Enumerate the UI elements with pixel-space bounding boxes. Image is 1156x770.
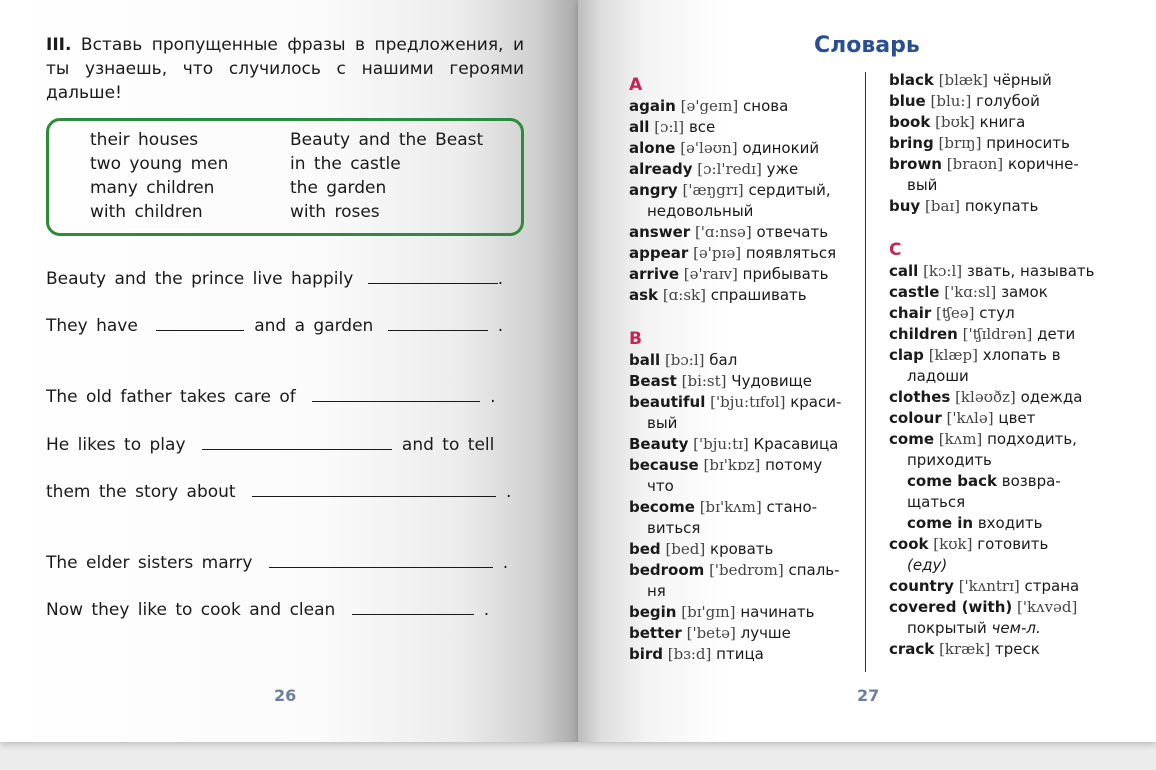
sentence-end: . [483,600,490,620]
entry-transcription: ['bju:tɪfʊl] [710,393,786,411]
dictionary-entry [629,350,889,371]
entry-continuation [889,175,1149,196]
blank-line [202,434,392,450]
entry-word: children [889,325,958,343]
sentence-text: Now they like to cook and clean [46,600,336,620]
entry-transcription: [kləʊðz] [955,388,1016,406]
entry-word: better [629,624,682,642]
task-text: Вставь пропущенные фразы в предложения, и ты узнаешь, что случилось с нашими героями дальше! [46,35,524,103]
sentence-end: . [497,269,504,289]
dictionary-entry [889,639,1149,660]
continuation-text: вый [647,414,678,432]
blank-line [252,481,496,497]
letter-heading: C [889,240,902,260]
dictionary-entry [629,560,889,581]
dictionary-entry [629,497,889,518]
continuation-text: щаться [907,493,966,511]
entry-list-b [629,350,889,665]
entry-translation: краси- [790,393,842,411]
entry-word: brown [889,155,942,173]
entry-continuation [629,476,889,497]
entry-translation: приносить [986,134,1070,152]
sentence-text: Beauty and the prince live happily [46,269,354,289]
subentry-word: come back [907,472,997,490]
entry-transcription: ['kʌntrɪ] [958,577,1020,595]
entry-transcription: [kɔ:l] [923,262,963,280]
entry-list-b-continued [889,70,1149,217]
dictionary-entry [629,159,889,180]
entry-translation: треск [995,640,1040,658]
dictionary-entry [629,222,889,243]
sentence-text: and a garden [254,316,374,336]
entry-transcription: [brɪŋ] [938,134,982,152]
sentence-text: The elder sisters marry [46,553,253,573]
dictionary-entry [889,154,1149,175]
entry-word: Beauty [629,435,689,453]
entry-transcription: ['kʌvəd] [1017,598,1078,616]
dictionary-entry [629,434,889,455]
dictionary-entry [629,180,889,201]
entry-transcription: [ə'geɪn] [680,97,739,115]
entry-word: bird [629,645,664,663]
dictionary-entry [889,534,1149,555]
entry-continuation [889,492,1149,513]
sentence [46,599,524,621]
sentence [46,434,524,456]
continuation-note: чем-л. [991,619,1041,637]
entry-translation: сердитый, [748,181,831,199]
dictionary-entry [889,196,1149,217]
dictionary-title: Словарь [814,33,920,58]
sentence-text: them the story about [46,482,236,502]
entry-translation: одинокий [742,139,820,157]
entry-translation: спрашивать [710,286,807,304]
entry-word: alone [629,139,676,157]
continuation-text: ня [647,582,666,600]
entry-translation: снова [743,97,789,115]
sentence-end: . [506,482,512,502]
entry-translation: хлопать в [982,346,1061,364]
sentence-text: They have [46,316,138,336]
dictionary-entry [889,303,1149,324]
continuation-text: что [647,477,674,495]
entry-transcription: [ə'raɪv] [683,265,738,283]
entry-transcription: [blu:] [930,92,972,110]
entry-translation: начинать [740,603,815,621]
dictionary-entry [889,324,1149,345]
entry-word: appear [629,244,689,262]
entry-continuation [629,518,889,539]
entry-transcription: [ə'ləʊn] [680,139,738,157]
dictionary-entry [629,623,889,644]
dictionary-entry [629,539,889,560]
entry-word: because [629,456,699,474]
blank-line [269,552,493,568]
phrase: with children [90,202,203,222]
entry-translation: все [688,118,716,136]
entry-transcription: [ɔ:l] [654,118,685,136]
entry-translation: дети [1037,325,1076,343]
sentence-text: The old father takes care of [46,387,296,407]
entry-continuation [889,366,1149,387]
sentence-text: He likes to play [46,435,186,455]
entry-transcription: ['kʌlə] [946,409,994,427]
entry-word: come [889,430,934,448]
entry-translation: уже [766,160,799,178]
continuation-text: ладоши [907,367,969,385]
entry-translation: подходить, [987,430,1077,448]
entry-word: clothes [889,388,951,406]
entry-word: clap [889,346,924,364]
entry-translation: бал [709,351,738,369]
entry-transcription: ['betə] [686,624,736,642]
entry-word: castle [889,283,940,301]
dictionary-entry [889,91,1149,112]
phrase: many children [90,178,215,198]
entry-word: all [629,118,650,136]
entry-translation: спаль- [788,561,840,579]
phrase: the garden [290,178,387,198]
sentence [46,386,524,408]
entry-word: again [629,97,676,115]
continuation-text: вый [907,176,938,194]
entry-word: answer [629,223,691,241]
entry-transcription: [kræk] [939,640,991,658]
dictionary-entry [629,455,889,476]
entry-transcription: [bʊk] [935,113,975,131]
entry-transcription: [bi:st] [681,372,727,390]
entry-transcription: [bɜ:d] [667,645,712,663]
dictionary-entry [889,408,1149,429]
entry-transcription: [klæp] [928,346,978,364]
entry-word: ball [629,351,661,369]
entry-word: buy [889,197,921,215]
entry-word: colour [889,409,942,427]
entry-transcription: [bɔ:l] [664,351,705,369]
entry-word: covered (with) [889,598,1013,616]
entry-word: arrive [629,265,680,283]
entry-translation: покупать [964,197,1039,215]
entry-translation: потому [765,456,823,474]
entry-translation: звать, называть [966,262,1095,280]
letter-heading: A [629,75,643,95]
entry-word: cook [889,535,929,553]
entry-word: call [889,262,919,280]
dictionary-entry [629,138,889,159]
entry-transcription: ['ʧɪldrən] [962,325,1033,343]
entry-word: begin [629,603,677,621]
entry-translation: стул [979,304,1015,322]
dictionary-entry [889,70,1149,91]
dictionary-entry [889,282,1149,303]
entry-word: Beast [629,372,677,390]
entry-translation: голубой [976,92,1040,110]
entry-transcription: [ɑ:sk] [662,286,706,304]
dictionary-entry [629,96,889,117]
sentence [46,268,524,290]
entry-transcription: [bɪ'kʌm] [699,498,762,516]
entry-word: bed [629,540,661,558]
entry-word: angry [629,181,678,199]
right-page [578,0,1156,742]
dictionary-entry [889,133,1149,154]
entry-translation: одежда [1020,388,1083,406]
dictionary-entry [889,576,1149,597]
entry-translation: Чудовище [731,372,812,390]
entry-transcription: [bɪ'gɪn] [681,603,736,621]
dictionary-subentry [889,513,1149,534]
entry-word: blue [889,92,926,110]
dictionary-subentry [889,471,1149,492]
dictionary-entry [629,602,889,623]
entry-transcription: ['æŋgrɪ] [682,181,744,199]
entry-word: ask [629,286,659,304]
sentence [46,315,524,337]
entry-translation: отвечать [756,223,829,241]
entry-continuation [889,450,1149,471]
continuation-text: покрытый [907,619,987,637]
left-page [0,0,578,742]
entry-translation: готовить [977,535,1049,553]
continuation-text: виться [647,519,701,537]
sentence-end: . [490,387,496,407]
sentence [46,481,524,503]
entry-transcription: [baɪ] [924,197,961,215]
entry-transcription: [ɔ:l'redɪ] [697,160,762,178]
entry-translation: цвет [998,409,1036,427]
blank-line [368,268,498,284]
entry-translation: книга [979,113,1026,131]
entry-translation: входить [977,514,1043,532]
letter-heading: B [629,329,642,349]
dictionary-entry [889,429,1149,450]
dictionary-entry [889,261,1149,282]
entry-continuation [889,618,1149,639]
dictionary-entry [629,285,889,306]
blank-line [312,386,480,402]
phrase: two young men [90,154,229,174]
entry-word: already [629,160,693,178]
blank-line [156,315,244,331]
dictionary-entry [889,387,1149,408]
dictionary-entry [629,371,889,392]
dictionary-entry [629,264,889,285]
entry-word: country [889,577,954,595]
continuation-text: недовольный [647,202,754,220]
dictionary-entry [889,112,1149,133]
entry-continuation [629,413,889,434]
dictionary-entry [629,644,889,665]
entry-transcription: ['ɑ:nsə] [694,223,752,241]
entry-word: chair [889,304,932,322]
entry-transcription: [ə'pɪə] [693,244,742,262]
sentence-end: . [497,316,504,336]
task-instruction [46,33,524,105]
continuation-text: (еду) [907,556,948,574]
entry-translation: чёрный [992,71,1052,89]
entry-word: beautiful [629,393,706,411]
continuation-text: приходить [907,451,992,469]
entry-word: become [629,498,695,516]
dictionary-entry [889,345,1149,366]
entry-translation: появляться [745,244,837,262]
dictionary-entry [629,117,889,138]
entry-list-a [629,96,889,306]
sentence [46,552,524,574]
entry-translation: страна [1024,577,1080,595]
dictionary-column-right [889,70,1149,660]
blank-line [388,315,488,331]
dictionary-entry [629,392,889,413]
entry-transcription: [bed] [665,540,706,558]
entry-transcription: [kʌm] [938,430,983,448]
entry-continuation [629,201,889,222]
entry-word: bring [889,134,934,152]
entry-word: black [889,71,934,89]
entry-transcription: ['bedrʊm] [709,561,784,579]
entry-continuation [889,555,1149,576]
phrase: in the castle [290,154,401,174]
subentry-word: come in [907,514,974,532]
sentence-text: and to tell [401,435,495,455]
entry-translation: замок [1001,283,1048,301]
dictionary-column-left [629,74,889,665]
entry-translation: возвра- [1001,472,1061,490]
page-number: 27 [857,686,880,705]
task-number: III. [46,35,72,55]
entry-transcription: [ʧeə] [936,304,975,322]
entry-translation: коричне- [1007,155,1079,173]
entry-list-c [889,261,1149,660]
entry-word: book [889,113,931,131]
entry-translation: птица [716,645,764,663]
entry-translation: Красавица [753,435,839,453]
phrase: their houses [90,130,199,150]
dictionary-entry [889,597,1149,618]
entry-transcription: ['kɑ:sl] [944,283,997,301]
entry-translation: стано- [766,498,818,516]
entry-translation: лучше [740,624,791,642]
entry-transcription: [braʊn] [946,155,1004,173]
entry-translation: прибывать [742,265,829,283]
entry-word: bedroom [629,561,705,579]
sentence-end: . [502,553,509,573]
entry-transcription: ['bju:tɪ] [693,435,749,453]
phrase: with roses [290,202,380,222]
blank-line [352,599,474,615]
entry-transcription: [blæk] [938,71,988,89]
phrase: Beauty and the Beast [290,130,484,150]
dictionary-entry [629,243,889,264]
entry-transcription: [kʊk] [933,535,973,553]
entry-continuation [629,581,889,602]
entry-translation: кровать [710,540,774,558]
entry-transcription: [bɪ'kɒz] [703,456,761,474]
page-number: 26 [274,686,297,705]
entry-word: crack [889,640,935,658]
